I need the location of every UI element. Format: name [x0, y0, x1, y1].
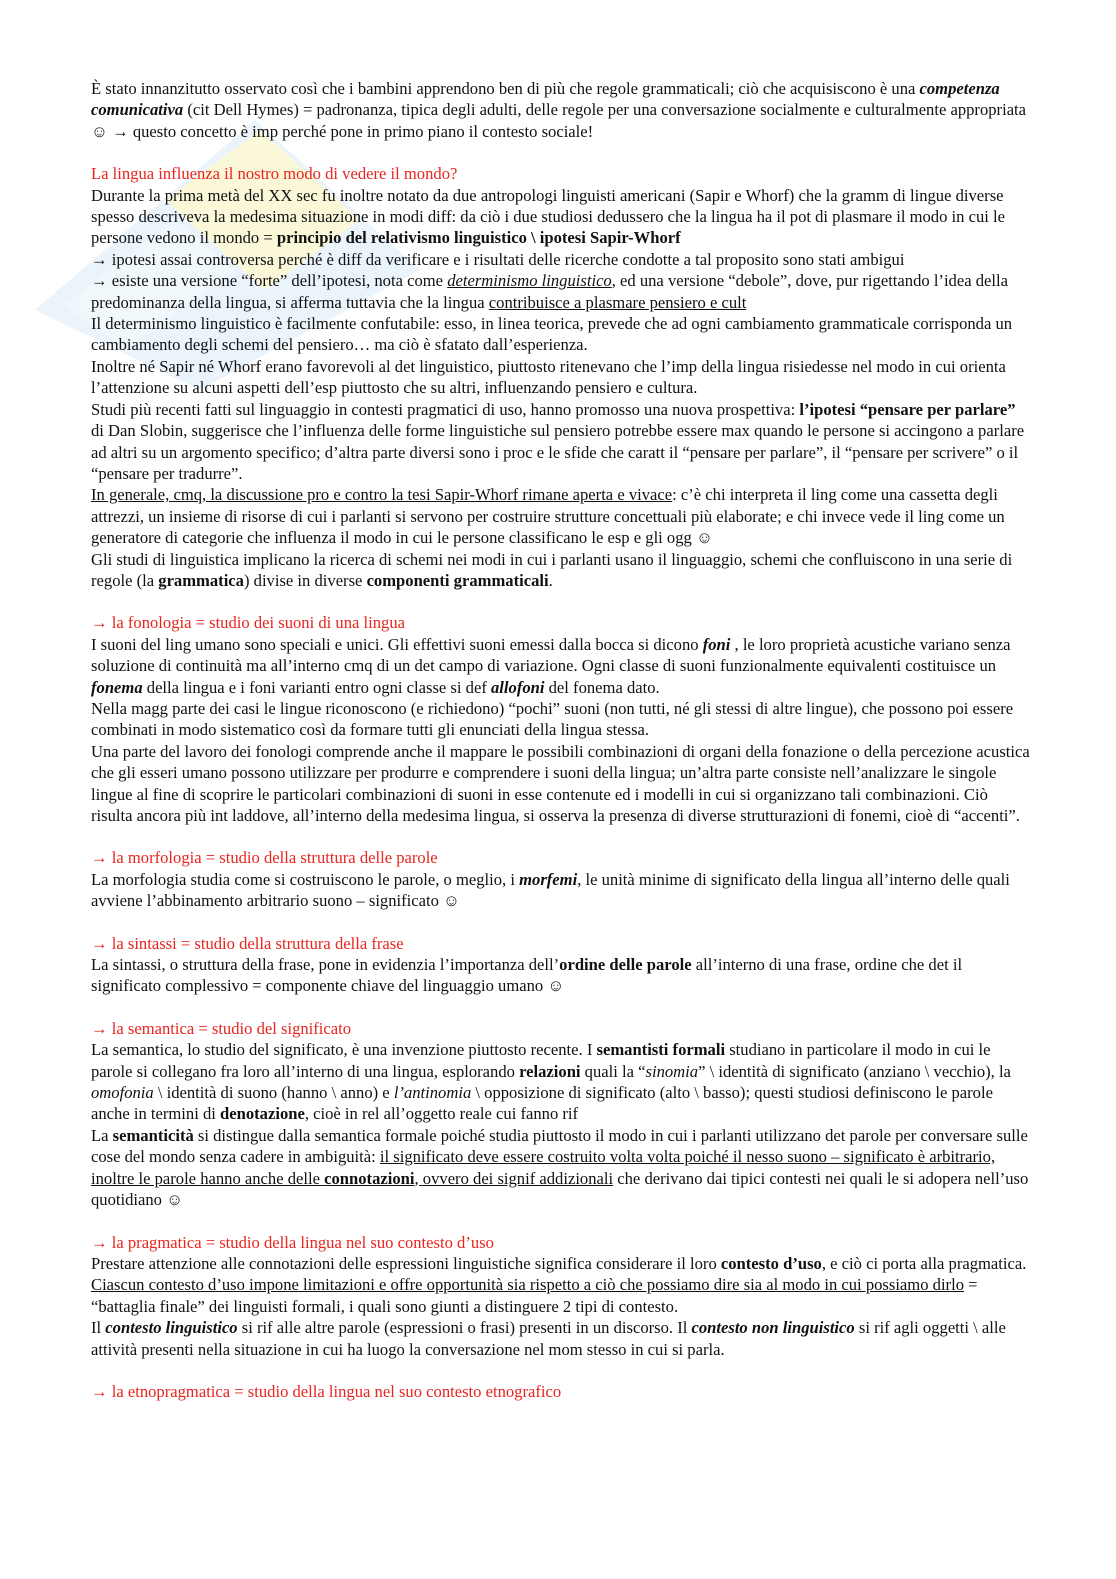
relativism-arrow-2: → esiste una versione “forte” dell’ipotesi, nota come determinismo linguistico, ed una versione “debole”, dove, pur rigettando l’idea della predominanza della lingua, si afferma tuttavia che la lingua contribuisce a plasmare pensiero e cult — [91, 271, 1008, 312]
sapir-whorf-paragraph: Inoltre né Sapir né Whorf erano favorevoli al det linguistico, piuttosto ritenevano che l’imp della lingua risiedesse nel modo in cui orienta l’attenzione su alcuni aspetti dell’esp piuttosto che su altri, influenzando pensiero e cultura. — [91, 356, 1006, 398]
pragmatics-paragraph-2: Il contesto linguistico si rif alle altre parole (espressioni o frasi) presenti in un discorso. Il contesto non linguistico si rif agli oggetti \ alle attività presenti nella situazione in cui ha luogo la conversazione nel mom stesso in cui si parla. — [91, 1318, 1006, 1359]
phonology-paragraph-2: Nella magg parte dei casi le lingue riconoscono (e richiedono) “pochi” suoni (non tutti, né gli stessi di altre lingue), che possono poi essere combinati in modo sistematico così da formare tutti gli enunciati della lingua stessa. — [91, 698, 1014, 740]
semantics-paragraph-1: La semantica, lo studio del significato, è una invenzione piuttosto recente. I semantisti formali studiano in particolare il modo in cui le parole si collegano fra loro all’interno di una lingua, esplorando relazioni quali la “sinomia” \ identità di significato (anziano \ vecchio), la omofonia \ identità di suono (hanno \ anno) e l’antinomia \ opposizione di significato (alto \ basso); questi studiosi definiscono le parole anche in termini di denotazione, cioè in rel all’oggetto reale cui fanno rif — [91, 1040, 1011, 1124]
relativism-paragraph: Durante la prima metà del XX sec fu inoltre notato da due antropologi linguisti americani (Sapir e Whorf) che la gramm di lingue diverse spesso descriveva la medesima situazione in modi diff: da ciò i due studiosi dedussero che la lingua ha il pot di plasmare il modo in cui le persone vedono il mondo = principio del relativismo linguistico \ ipotesi Sapir-Whorf — [91, 185, 1005, 248]
syntax-paragraph: La sintassi, o struttura della frase, pone in evidenzia l’importanza dell’ordine delle parole all’interno di una frase, ordine che det il significato complessivo = componente chiave del linguaggio umano ☺ — [91, 955, 963, 996]
morphology-paragraph: La morfologia studia come si costruiscono le parole, o meglio, i morfemi, le unità minime di significato della lingua all’interno delle quali avviene l’abbinamento arbitrario suono – significato ☺ — [91, 869, 1010, 911]
pragmatics-paragraph-1: Prestare attenzione alle connotazioni delle espressioni linguistiche significa considerare il loro contesto d’uso, e ciò ci porta alla pragmatica. Ciascun contesto d’uso impone limitazioni e offre opportunità sia rispetto a ciò che possiamo dire sia al modo in cui possiamo dirlo = “battaglia finale” dei linguisti formali, i quali sono giunti a distinguere 2 tipi di contesto. — [91, 1253, 1027, 1316]
determinism-paragraph: Il determinismo linguistico è facilmente confutabile: esso, in linea teorica, prevede che ad ogni cambiamento grammaticale corrisponda un cambiamento degli schemi del pensiero… ma ciò è sfatato dall’esperienza. — [91, 314, 1013, 355]
heading-pragmatics: → la pragmatica = studio della lingua nel suo contesto d’uso — [91, 1232, 494, 1252]
heading-syntax: → la sintassi = studio della struttura della frase — [91, 933, 404, 953]
heading-ethnopragmatics: → la etnopragmatica = studio della lingua nel suo contesto etnografico — [91, 1381, 562, 1401]
intro-paragraph: È stato innanzitutto osservato così che i bambini apprendono ben di più che regole grammaticali; ciò che acquisiscono è una competenza comunicativa (cit Dell Hymes) = padronanza, tipica degli adulti, delle regole per una conversazione socialmente e culturalmente appropriata ☺ → questo concetto è imp perché pone in primo piano il contesto sociale! — [91, 79, 1027, 141]
heading-semantics: → la semantica = studio del significato — [91, 1018, 352, 1038]
heading-relativism: La lingua influenza il nostro modo di vedere il mondo? — [91, 164, 458, 184]
slobin-paragraph: Studi più recenti fatti sul linguaggio in contesti pragmatici di uso, hanno promosso una nuova prospettiva: l’ipotesi “pensare per parlare” di Dan Slobin, suggerisce che l’influenza delle forme linguistiche sul pensiero potrebbe essere max quando le persone si accingono a parlare ad altri su un argomento specifico; d’altra parte diversi sono i proc e le sfide che caratt il “pensare per parlare”, il “pensare per scrivere” o il “pensare per tradurre”. — [91, 399, 1025, 483]
heading-morphology: → la morfologia = studio della struttura delle parole — [91, 848, 438, 868]
semantics-paragraph-2: La semanticità si distingue dalla semantica formale poiché studia piuttosto il modo in cui i parlanti utilizzano det parole per conversare sulle cose del mondo senza cadere in ambiguità: il significato deve essere costruito volta volta poiché il nesso suono – significato è arbitrario, inoltre le parole hanno anche delle connotazioni, ovvero dei signif addizionali che derivano dai tipici contesti nei quali le si adopera nell’uso quotidiano ☺ — [91, 1125, 1029, 1210]
heading-phonology: → la fonologia = studio dei suoni di una lingua — [91, 613, 406, 633]
grammar-paragraph: Gli studi di linguistica implicano la ricerca di schemi nei modi in cui i parlanti usano il linguaggio, schemi che confluiscono in una serie di regole (la grammatica) divise in diverse componenti grammaticali. — [91, 549, 1013, 590]
term-competenza-comunicativa: competenza comunicativa — [91, 79, 1000, 120]
phonology-paragraph-1: I suoni del ling umano sono speciali e unici. Gli effettivi suoni emessi dalla bocca si dicono foni , le loro proprietà acustiche variano senza soluzione di continuità ma all’interno cmq di un det campo di variazione. Ogni classe di suoni funzionalmente equivalenti costituisce un fonema della lingua e i foni varianti entro ogni classe si def allofoni del fonema dato. — [91, 634, 1011, 697]
discussion-paragraph: In generale, cmq, la discussione pro e contro la tesi Sapir-Whorf rimane aperta e vivace: c’è chi interpreta il ling come una cassetta degli attrezzi, un insieme di risorse di cui i parlanti si servono per costruire strutture concettuali più elaborate; e chi invece vede il ling come un generatore di categorie che influenza il modo in cui le persone classificano le esp e gli ogg ☺ — [91, 485, 1005, 548]
phonology-paragraph-3: Una parte del lavoro dei fonologi comprende anche il mappare le possibili combinazioni di organi della fonazione o della percezione acustica che gli esseri umano possono utilizzare per produrre e comprendere i suoni della lingua; un’altra parte consiste nell’analizzare le singole lingue al fine di scoprire le particolari combinazioni di suoni in esse contenute ed i modelli in cui si organizzano tali combinazioni. Ciò risulta ancora più int laddove, all’interno della medesima lingua, si osserva la presenza di diverse strutturazioni di fonemi, cioè di “accenti”. — [91, 741, 1030, 825]
relativism-arrow-1: → ipotesi assai controversa perché è diff da verificare e i risultati delle ricerche condotte a tal proposito sono stati ambigui — [91, 249, 905, 269]
document-page — [91, 78, 1031, 1402]
